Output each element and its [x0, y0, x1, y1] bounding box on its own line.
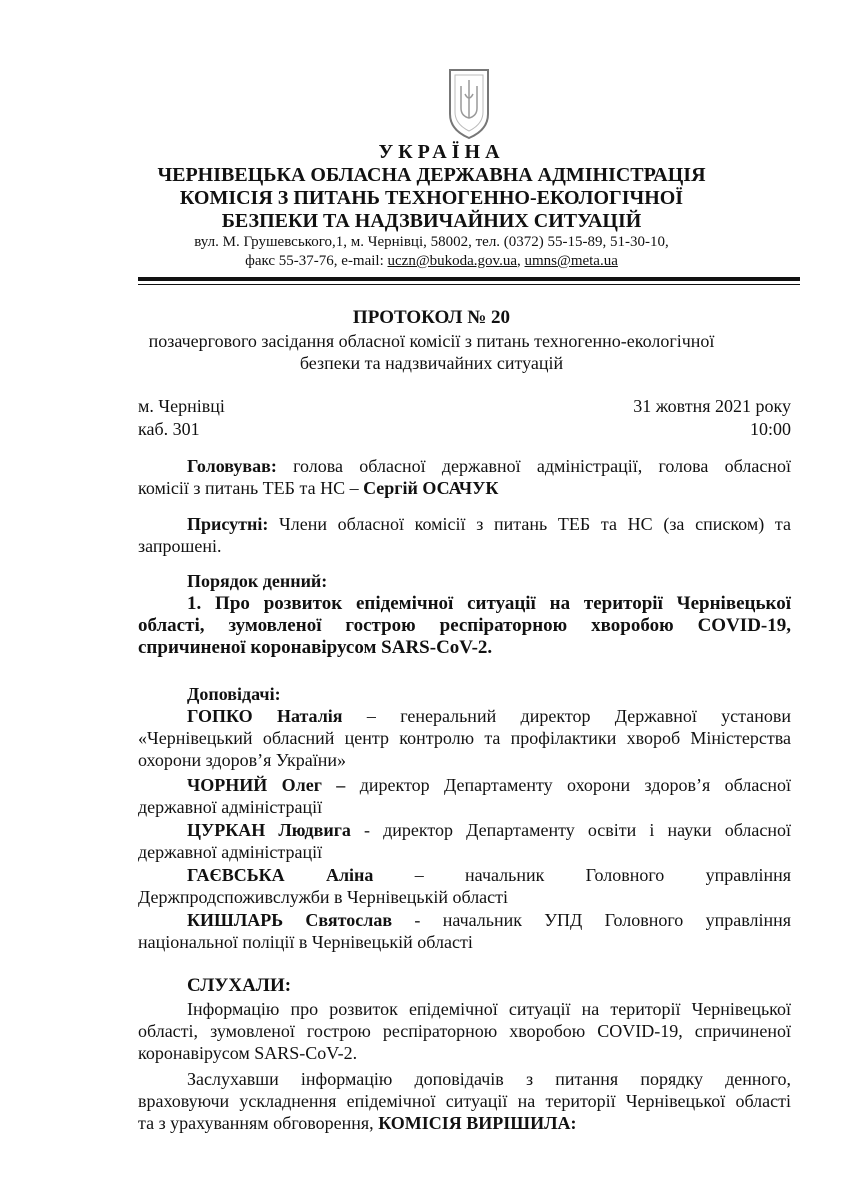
heard-p2-line1: Заслухавши інформацію доповідачів з питання порядку денного, — [187, 1069, 791, 1089]
chair-line2: комісії з питань ТЕБ та НС – Сергій ОСАЧУК — [138, 478, 499, 498]
speaker-3-line1: ЦУРКАН Людвига - директор Департаменту освіти і науки обласної — [187, 820, 791, 840]
heard-p1-line3: коронавірусом SARS-CoV-2. — [138, 1043, 358, 1063]
agenda-item-line3: спричиненої коронавірусом SARS-CoV-2. — [138, 637, 493, 658]
speaker-5-name: КИШЛАРЬ Святослав — [187, 910, 393, 930]
meeting-city: м. Чернівці — [138, 396, 225, 416]
speaker-5-line2: національної поліції в Чернівецькій області — [138, 932, 473, 952]
contact-line — [0, 253, 863, 270]
present-line1: Присутні: Члени обласної комісії з питань ТЕБ та НС (за списком) та — [187, 514, 791, 534]
present-label: Присутні: — [187, 514, 269, 534]
meeting-date: 31 жовтня 2021 року — [633, 396, 791, 416]
fax-text: факс 55-37-76, e-mail: — [245, 253, 388, 269]
speaker-4-name: ГАЄВСЬКА Аліна — [187, 865, 374, 885]
speaker-3-name: ЦУРКАН Людвига — [187, 820, 351, 840]
speaker-4-line1: ГАЄВСЬКА Аліна – начальник Головного управління — [187, 865, 792, 885]
chair-line1: Головував: голова обласної державної адміністрації, голова обласної — [187, 456, 791, 476]
meeting-room: каб. 301 — [138, 419, 200, 439]
email-separator: , — [517, 253, 525, 269]
heard-p2-line2: враховуючи ускладнення епідемічної ситуації на території Чернівецької області — [138, 1091, 791, 1111]
agenda-item-line1: 1. Про розвиток епідемічної ситуації на території Чернівецької — [187, 593, 791, 614]
commission-name-line1: КОМІСІЯ З ПИТАНЬ ТЕХНОГЕННО-ЕКОЛОГІЧНОЇ — [179, 187, 684, 209]
heard-p1-line2: області, зумовленої гострою респіраторною хворобою COVID-19, спричиненої — [138, 1021, 791, 1041]
speaker-1-line3: охорони здоров’я України» — [138, 750, 347, 770]
commission-name-line2: БЕЗПЕКИ ТА НАДЗВИЧАЙНИХ СИТУАЦІЙ — [221, 210, 642, 232]
heard-p1-line1: Інформацію про розвиток епідемічної ситуації на території Чернівецької — [187, 999, 791, 1019]
speaker-2-line2: державної адміністрації — [138, 797, 323, 817]
email-link-primary[interactable]: uczn@bukoda.gov.ua — [387, 253, 517, 269]
speaker-2-name: ЧОРНИЙ Олег – — [187, 775, 346, 795]
address-line: вул. М. Грушевського,1, м. Чернівці, 58002, тел. (0372) 55-15-89, 51-30-10, — [194, 234, 669, 250]
coat-of-arms-icon — [446, 68, 492, 140]
decision-heading: КОМІСІЯ ВИРІШИЛА: — [378, 1113, 577, 1133]
meeting-time: 10:00 — [749, 419, 791, 439]
speaker-4-line2: Держпродспоживслужби в Чернівецькій області — [138, 887, 509, 907]
speaker-3-line2: державної адміністрації — [138, 842, 323, 862]
organization-name: ЧЕРНІВЕЦЬКА ОБЛАСНА ДЕРЖАВНА АДМІНІСТРАЦІЯ — [157, 164, 706, 186]
heard-label: СЛУХАЛИ: — [187, 975, 292, 996]
speaker-1-line1: ГОПКО Наталія – генеральний директор Державної установи — [187, 706, 791, 726]
speaker-1-name: ГОПКО Наталія — [187, 706, 343, 726]
header-divider-thick — [138, 277, 800, 281]
speaker-2-line1: ЧОРНИЙ Олег – директор Департаменту охорони здоров’я обласної — [187, 775, 791, 795]
protocol-title: ПРОТОКОЛ № 20 — [352, 307, 511, 328]
speaker-5-line1: КИШЛАРЬ Святослав - начальник УПД Головного управління — [187, 910, 791, 930]
speakers-label: Доповідачі: — [187, 684, 281, 704]
email-link-secondary[interactable]: umns@meta.ua — [524, 253, 618, 269]
speaker-1-line2: «Чернівецький обласний центр контролю та профілактики хвороб Міністерства — [138, 728, 791, 748]
agenda-item-line2: області, зумовленої гострою респіраторною хворобою COVID-19, — [138, 615, 791, 636]
chair-name: Сергій ОСАЧУК — [363, 478, 499, 498]
chair-label: Головував: — [187, 456, 277, 476]
protocol-subtitle-line1: позачергового засідання обласної комісії з питань техногенно-екологічної — [148, 331, 715, 351]
agenda-label: Порядок денний: — [187, 571, 328, 591]
protocol-subtitle-line2: безпеки та надзвичайних ситуацій — [299, 353, 564, 373]
heard-p2-line3: та з урахуванням обговорення, КОМІСІЯ ВИРІШИЛА: — [138, 1113, 577, 1133]
country-heading: УКРАЇНА — [378, 141, 505, 163]
present-line2: запрошені. — [138, 536, 222, 556]
header-divider-thin — [138, 284, 800, 285]
